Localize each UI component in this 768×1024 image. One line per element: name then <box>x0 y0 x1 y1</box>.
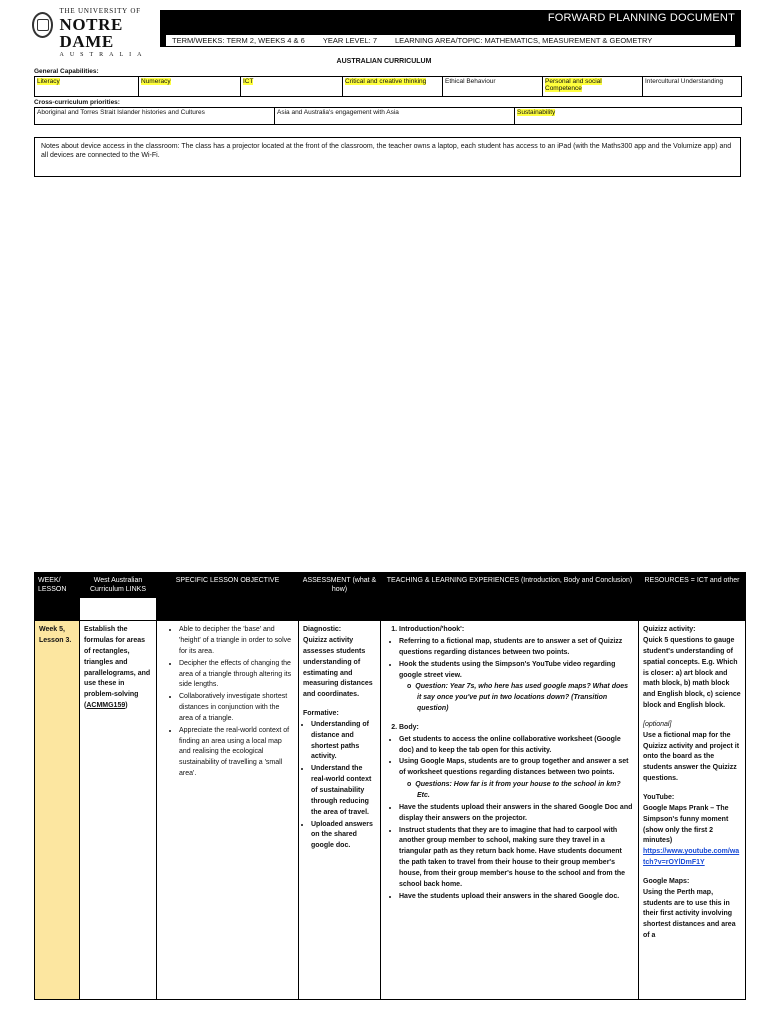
header-spacer <box>35 598 80 621</box>
intro-question: o Question: Year 7s, who here has used google maps? What does it say once you've put in two locations down? (Transition question) <box>417 682 634 715</box>
body-item: • Instruct students that they are to imagine that had to carpool with another group member to school, making sure they travel in a triangular path as they return back home. Have students document the path taken to travel from their house to their group member's house, from their group member's house to the school and from the school back home. <box>399 826 634 891</box>
curriculum-code-link[interactable]: ACMMG159 <box>86 702 126 710</box>
youtube-text: Google Maps Prank – The Simpson's funny moment (show only the first 2 minutes) <box>643 804 729 845</box>
body-item: • Have the students upload their answers in the shared Google doc. <box>399 892 634 903</box>
diagnostic-text: Quizizz activity assesses students understanding of estimating and measuring distances and coordinates. <box>303 637 373 699</box>
objective-item: • Collaboratively investigate shortest distances in conjunction with the area of a triangle. <box>179 692 294 725</box>
capability-personal-social: Personal and social Competence <box>543 77 643 97</box>
optional-label: [optional] <box>643 720 672 728</box>
capability-ethical-behaviour: Ethical Behaviour <box>443 77 543 97</box>
diagnostic-label: Diagnostic: <box>303 626 342 634</box>
university-logo <box>32 7 157 58</box>
body-item: • Get students to access the online collaborative worksheet (Google doc) and to keep the tab open for this activity. <box>399 735 634 757</box>
header-bar <box>160 10 741 47</box>
header-lesson-objective: SPECIFIC LESSON OBJECTIVE <box>157 573 299 598</box>
university-seal-icon <box>32 12 53 38</box>
youtube-label: YouTube: <box>643 794 675 801</box>
week-lesson-cell: Week 5, Lesson 3. <box>35 621 80 1000</box>
capability-numeracy: Numeracy <box>139 77 241 97</box>
curriculum-links-cell <box>80 621 157 1000</box>
teaching-learning-cell <box>381 621 639 1000</box>
youtube-link[interactable]: https://www.youtube.com/watch?v=rOYlDmF1Y <box>643 848 740 867</box>
intro-item: • Referring to a fictional map, students are to answer a set of Quizizz questions regarding distances between two points. <box>399 637 634 659</box>
header-spacer <box>80 598 157 621</box>
header-spacer <box>157 598 299 621</box>
logo-top-text: THE UNIVERSITY OF <box>59 7 141 15</box>
intro-heading: 1. Introduction/'hook': <box>399 625 634 636</box>
document-title: FORWARD PLANNING DOCUMENT <box>547 12 735 24</box>
assessment-cell <box>299 621 381 1000</box>
logo-sub-text: AUSTRALIA <box>59 52 148 58</box>
formative-item: • Understand the real-world context of sustainability through reducing the area of travel. <box>311 764 376 818</box>
objective-item: • Appreciate the real-world context of finding an area using a local map and realising the ecological sustainability of travelling a 'small area'. <box>179 726 294 780</box>
learning-area: LEARNING AREA/TOPIC: MATHEMATICS, MEASUREMENT & GEOMETRY <box>395 36 653 45</box>
header-curriculum-links: West Australian Curriculum LINKS <box>80 573 157 598</box>
optional-text: Use a fictional map for the Quizizz activity and project it onto the board as the students answer the Quizizz questions. <box>643 731 740 783</box>
formative-label: Formative: <box>303 710 339 718</box>
body-item: • Have the students upload their answers in the shared Google Doc and display their answers on the projector. <box>399 803 634 825</box>
objective-item: • Able to decipher the 'base' and 'height' of a triangle in order to solve for its area. <box>179 625 294 658</box>
ccp-aboriginal: Aboriginal and Torres Strait Islander histories and Cultures <box>35 108 275 125</box>
curriculum-link-text: Establish the formulas for areas of rectangles, triangles and parallelograms, and use these in problem-solving ( <box>84 626 151 710</box>
body-question: o Questions: How far is it from your house to the school in km? Etc. <box>417 780 634 802</box>
curriculum-link-close: ) <box>125 702 128 710</box>
quizizz-text: Quick 5 questions to gauge student's understanding of spatial concepts. E.g. Which is closer: a) art block and math block, b) math block and English block, c) science block and English block. <box>643 637 741 710</box>
resources-cell <box>639 621 746 1000</box>
year-level: YEAR LEVEL: 7 <box>322 36 378 45</box>
cross-curriculum-table <box>34 107 742 125</box>
australian-curriculum-title: AUSTRALIAN CURRICULUM <box>336 58 432 65</box>
intro-item: • Hook the students using the Simpson's YouTube video regarding google street view. <box>399 660 634 682</box>
header-assessment: ASSESSMENT (what & how) <box>299 573 381 598</box>
device-access-notes: Notes about device access in the classroom: The class has a projector located at the front of the classroom, the teacher owns a laptop, each student has access to an iPad (with the Maths300 app and the Volumize app) and all devices are connected to the Wi-Fi. <box>34 137 741 177</box>
body-heading: 2. Body: <box>399 723 634 734</box>
header-spacer <box>639 598 746 621</box>
term-weeks: TERM/WEEKS: TERM 2, WEEKS 4 & 6 <box>172 36 305 45</box>
header-spacer <box>299 598 381 621</box>
ccp-sustainability: Sustainability <box>515 108 742 125</box>
lesson-plan-table <box>34 572 746 1000</box>
capability-literacy: Literacy <box>35 77 139 97</box>
maps-text: Using the Perth map, students are to use this in their first activity involving shortest distances and area of a <box>643 888 736 940</box>
header-resources: RESOURCES = ICT and other <box>639 573 746 598</box>
objective-item: • Decipher the effects of changing the area of a triangle through altering its side lengths. <box>179 659 294 692</box>
header-info-strip <box>166 35 735 46</box>
header-teaching-learning: TEACHING & LEARNING EXPERIENCES (Introduction, Body and Conclusion) <box>381 573 639 598</box>
body-item: • Using Google Maps, students are to group together and answer a set of worksheet questions regarding distances between two points. <box>399 757 634 779</box>
capability-ict: ICT <box>241 77 343 97</box>
capability-intercultural: Intercultural Understanding <box>643 77 742 97</box>
maps-label: Google Maps: <box>643 877 690 885</box>
quizizz-title: Quizizz activity: <box>643 626 696 634</box>
formative-item: • Understanding of distance and shortest paths activity. <box>311 720 376 763</box>
formative-item: • Uploaded answers on the shared google doc. <box>311 820 376 853</box>
ccp-asia: Asia and Australia's engagement with Asia <box>275 108 515 125</box>
lesson-objective-cell <box>157 621 299 1000</box>
capability-critical-thinking: Critical and creative thinking <box>343 77 443 97</box>
cross-curriculum-label: Cross-curriculum priorities: <box>34 99 120 106</box>
logo-wordmark <box>59 8 157 58</box>
logo-main-text: NOTRE DAME <box>59 15 123 51</box>
general-capabilities-table <box>34 76 742 97</box>
general-capabilities-label: General Capabilities: <box>34 68 99 75</box>
header-week-lesson: WEEK/ LESSON <box>35 573 80 598</box>
header-spacer <box>381 598 639 621</box>
